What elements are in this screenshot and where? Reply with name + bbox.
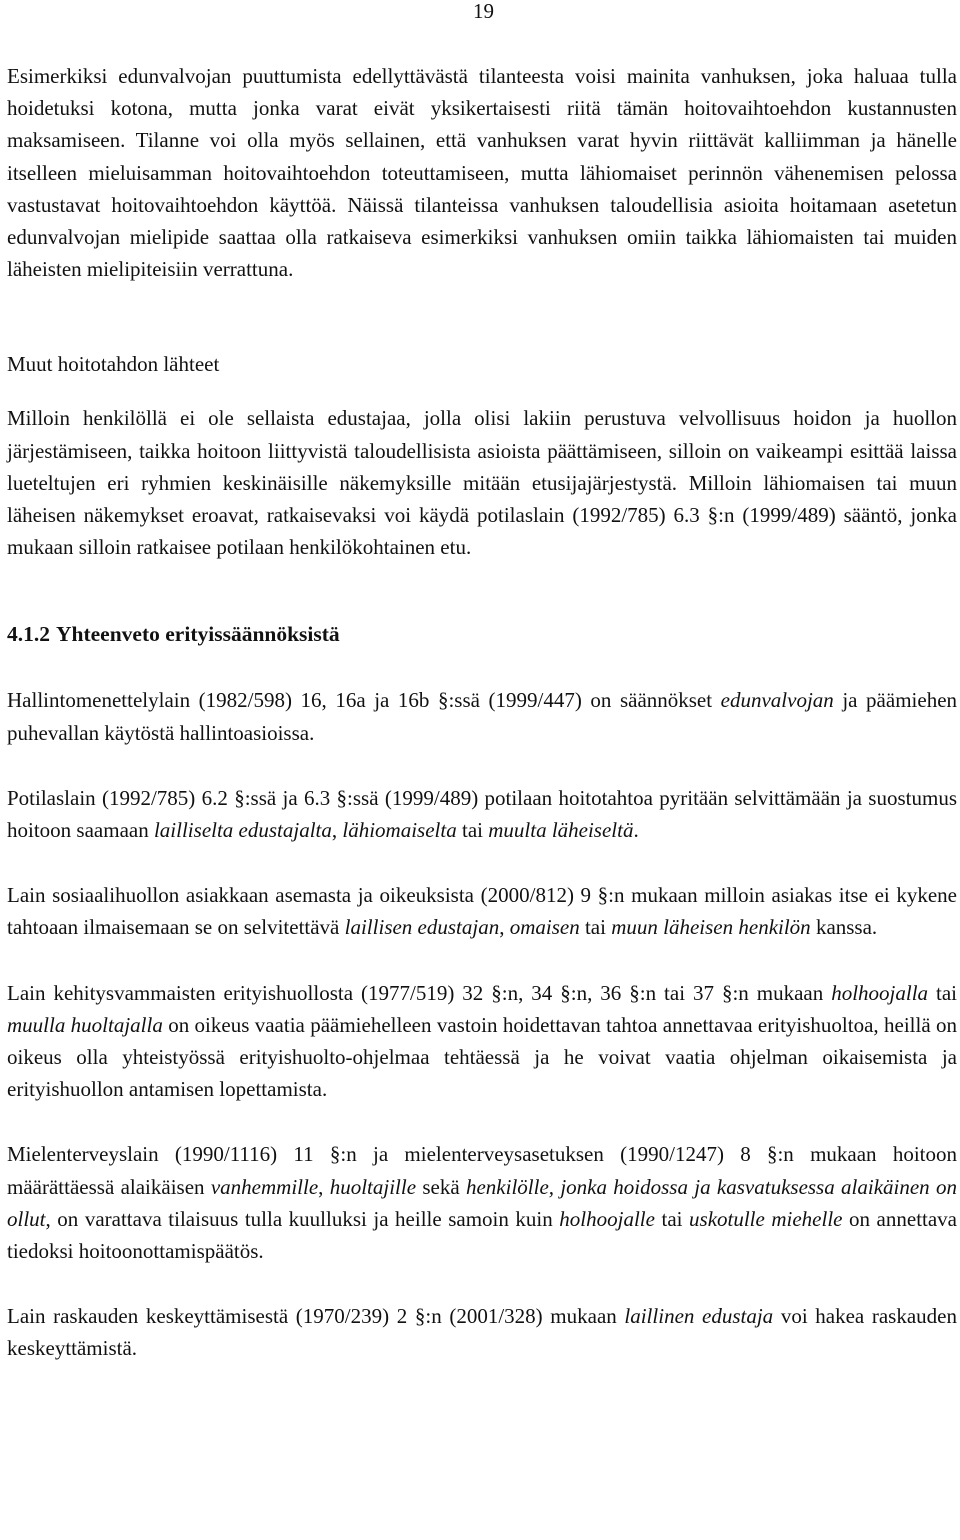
text-run: Lain raskauden keskeyttämisestä (1970/239) 2 §:n (2001/328) mukaan [7, 1304, 625, 1329]
emphasis-text: henkilölle, jonka hoidossa ja kasvatuksessa alaikäinen on ollut [7, 1174, 957, 1231]
text-run: tai [456, 818, 489, 843]
text-run: ja päämiehen puhevallan käytöstä hallintoasioissa. [7, 688, 958, 745]
emphasis-text: muulta läheiseltä [488, 818, 634, 843]
text-run: kanssa. [810, 915, 878, 940]
text-run: , on varattava tilaisuus tulla kuulluksi ja heille samoin kuin [45, 1206, 560, 1231]
text-run: Lain kehitysvammaisten erityishuollosta (1977/519) 32 §:n, 34 §:n, 36 §:n tai 37 §:n mukaan [7, 980, 832, 1005]
emphasis-text: laillinen edustaja [624, 1304, 774, 1329]
emphasis-text: holhoojalle [559, 1206, 655, 1231]
section-heading-other-sources: Muut hoitotahdon lähteet [7, 352, 220, 377]
text-run: on annettava tiedoksi hoitoonottamispäätös. [7, 1206, 958, 1264]
text-run: sekä [416, 1174, 466, 1199]
text-run: , [331, 818, 343, 843]
paragraph-mental-health-act [7, 1138, 957, 1267]
intro-paragraph: Esimerkiksi edunvalvojan puuttumista edellyttävästä tilanteesta voisi mainita vanhuksen, joka haluaa tulla hoidetuksi kotona, mutta jonka varat eivät yksikertaisesti riitä tämän hoitovaihtoehdon kustannusten maksamiseen. Tilanne voi olla myös sellainen, että vanhuksen varat hyvin riittävät kalliimman ja hänelle itselleen mieluisamman hoitovaihtoehdon toteuttamiseen, mutta lähiomaiset perinnön vähenemisen pelossa vastustavat hoitovaihtoehdon käyttöä. Näissä tilanteissa vanhuksen taloudellisia asioita hoitamaan asetetun edunvalvojan mielipide saattaa olla ratkaiseva esimerkiksi vanhuksen omiin taikka lähiomaisten tai muiden läheisten mielipiteisiin verrattuna. [7, 64, 957, 282]
emphasis-text: muun läheisen henkilön [611, 915, 811, 940]
text-run: , [499, 915, 510, 940]
emphasis-text: holhoojalla [831, 980, 929, 1005]
emphasis-text: omaisen [509, 915, 580, 940]
paragraph-patient-act [7, 782, 957, 846]
paragraph-social-welfare-act [7, 879, 957, 943]
text-run: tai [928, 980, 957, 1005]
text-run: , [318, 1174, 330, 1199]
text-run: Lain sosiaalihuollon asiakkaan asemasta ja oikeuksista (2000/812) 9 §:n mukaan milloin asiakas itse ei kykene tahtoaan ilmaisemaan se on selvitettävä [7, 883, 957, 940]
emphasis-text: muulla huoltajalla [7, 1012, 163, 1037]
emphasis-text: lailliselta edustajalta [153, 818, 332, 843]
text-run: tai [654, 1206, 690, 1231]
emphasis-text: uskotulle miehelle [689, 1206, 843, 1231]
text-run: Hallintomenettelylain (1982/598) 16, 16a ja 16b §:ssä (1999/447) on säännökset [7, 688, 721, 713]
text-run: voi hakea raskauden keskeyttämistä. [7, 1304, 957, 1361]
paragraph-abortion-act [7, 1300, 957, 1364]
text-run: on oikeus vaatia päämiehelleen vastoin hoidettavan tahtoa annettavaa erityishuoltoa, heillä on oikeus olla yhteistyössä erityishuolto-ohjelmaa tehtäessä ja he voivat vaatia ohjelman oikaisemista ja erityishuollon antamisen lopettamista. [7, 1012, 957, 1102]
text-run: . [633, 818, 639, 843]
emphasis-text: vanhemmille [210, 1174, 319, 1199]
section-heading-summary [7, 618, 957, 650]
section-title: Yhteenveto erityissäännöksistä [56, 622, 340, 647]
paragraph-disability-care-act [7, 977, 957, 1106]
emphasis-text: lähiomaiselta [342, 818, 457, 843]
emphasis-text: laillisen edustajan [344, 915, 500, 940]
text-run: Potilaslain (1992/785) 6.2 §:ssä ja 6.3 §:ssä (1999/489) potilaan hoitotahtoa pyritään selvittämään ja suostumus hoitoon saamaan [7, 785, 957, 843]
section-number: 4.1.2 [7, 622, 50, 647]
paragraph-administrative-procedure [7, 684, 957, 748]
document-body [7, 60, 957, 1365]
paragraph-other-sources: Milloin henkilöllä ei ole sellaista edustajaa, jolla olisi lakiin perustuva velvollisuus hoidon ja huollon järjestämiseen, taikka hoitoon liittyvistä taloudellisista asioista päättämiseen, silloin on vaikeampi esittää laissa lueteltujen eri ryhmien keskinäisille näkemyksille mitään etusijajärjestystä. Milloin lähiomaisen tai muun läheisen näkemykset eroavat, ratkaisevaksi voi käydä potilaslain (1992/785) 6.3 §:n (1999/489) sääntö, jonka mukaan silloin ratkaisee potilaan henkilökohtainen etu. [7, 406, 957, 560]
text-run: tai [579, 915, 612, 940]
text-run: Mielenterveyslain (1990/1116) 11 §:n ja mielenterveysasetuksen (1990/1247) 8 §:n mukaan hoitoon määrättäessä alaikäisen [7, 1142, 957, 1199]
page-number: 19 [473, 0, 494, 23]
emphasis-text: huoltajille [329, 1174, 417, 1199]
emphasis-text: edunvalvojan [720, 688, 834, 713]
